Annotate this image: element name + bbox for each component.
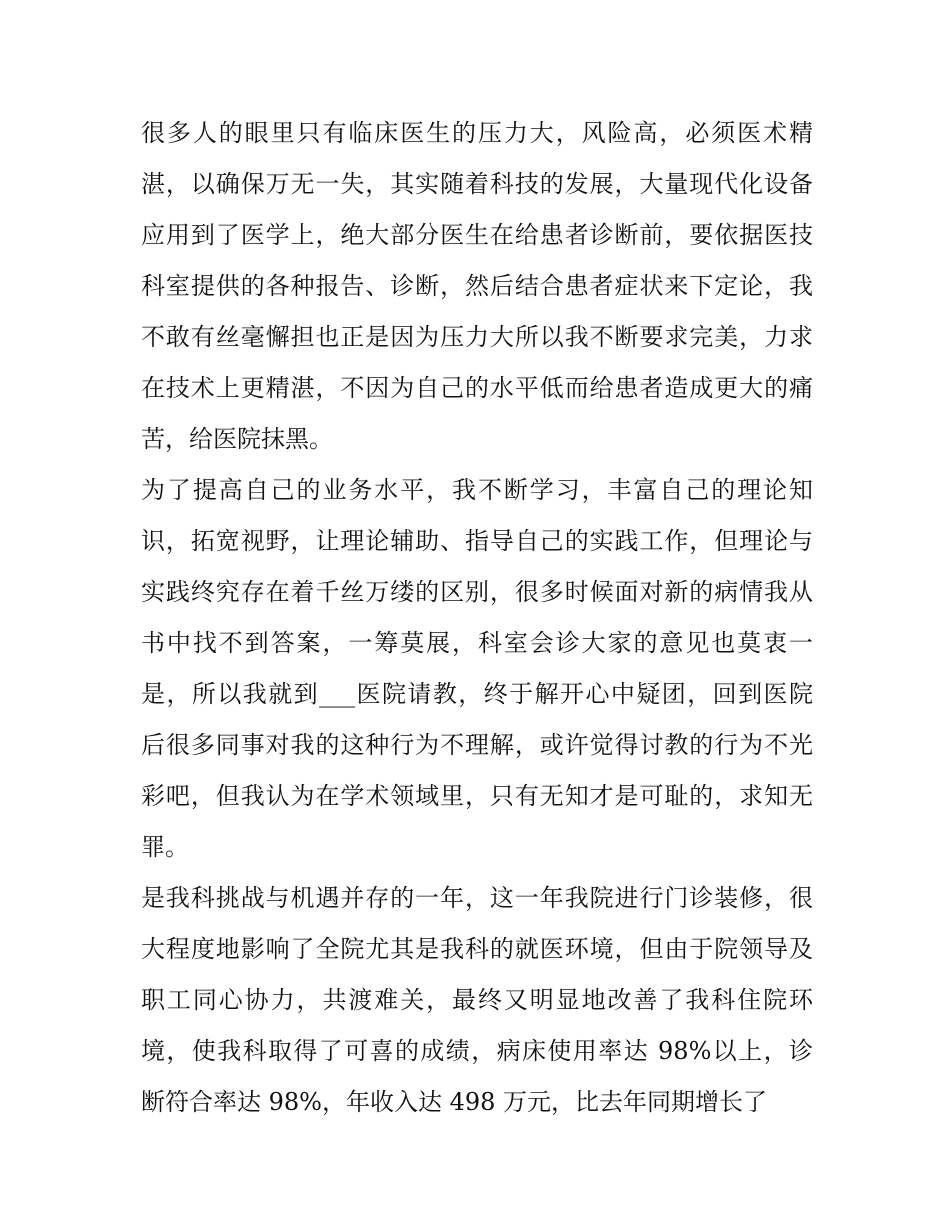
text-line: 罪。	[141, 833, 189, 861]
text-line: 大程度地影响了全院尤其是我科的就医环境，但由于院领导及	[141, 935, 813, 963]
text-line: 后很多同事对我的这种行为不理解，或许觉得讨教的行为不光	[141, 731, 813, 759]
text-line: 应用到了医学上，绝大部分医生在给患者诊断前，要依据医技	[141, 221, 813, 249]
text-line: 是，所以我就到___医院请教，终于解开心中疑团，回到医院	[141, 680, 813, 708]
text-line: 是我科挑战与机遇并存的一年，这一年我院进行门诊装修，很	[141, 884, 813, 912]
text-line: 彩吧，但我认为在学术领域里，只有无知才是可耻的，求知无	[141, 782, 813, 810]
text-line: 湛，以确保万无一失，其实随着科技的发展，大量现代化设备	[141, 170, 813, 198]
text-line: 科室提供的各种报告、诊断，然后结合患者症状来下定论，我	[141, 272, 813, 300]
document-page	[141, 108, 813, 1128]
text-line: 苦，给医院抹黑。	[141, 425, 333, 453]
text-line: 不敢有丝毫懈担也正是因为压力大所以我不断要求完美，力求	[141, 323, 813, 351]
text-line: 很多人的眼里只有临床医生的压力大，风险高，必须医术精	[141, 119, 813, 147]
text-line: 境，使我科取得了可喜的成绩，病床使用率达 98%以上，诊	[141, 1037, 813, 1065]
text-line: 实践终究存在着千丝万缕的区别，很多时候面对新的病情我从	[141, 578, 813, 606]
text-line: 职工同心协力，共渡难关，最终又明显地改善了我科住院环	[141, 986, 813, 1014]
paragraph-pressure	[141, 108, 813, 465]
text-line: 识，拓宽视野，让理论辅助、指导自己的实践工作，但理论与	[141, 527, 813, 555]
text-line: 书中找不到答案，一筹莫展，科室会诊大家的意见也莫衷一	[141, 629, 813, 657]
text-line: 在技术上更精湛，不因为自己的水平低而给患者造成更大的痛	[141, 374, 813, 402]
paragraph-achievements	[141, 873, 813, 1128]
text-line: 断符合率达 98%，年收入达 498 万元，比去年同期增长了	[141, 1088, 768, 1116]
paragraph-learning	[141, 465, 813, 873]
text-line: 为了提高自己的业务水平，我不断学习，丰富自己的理论知	[141, 476, 813, 504]
